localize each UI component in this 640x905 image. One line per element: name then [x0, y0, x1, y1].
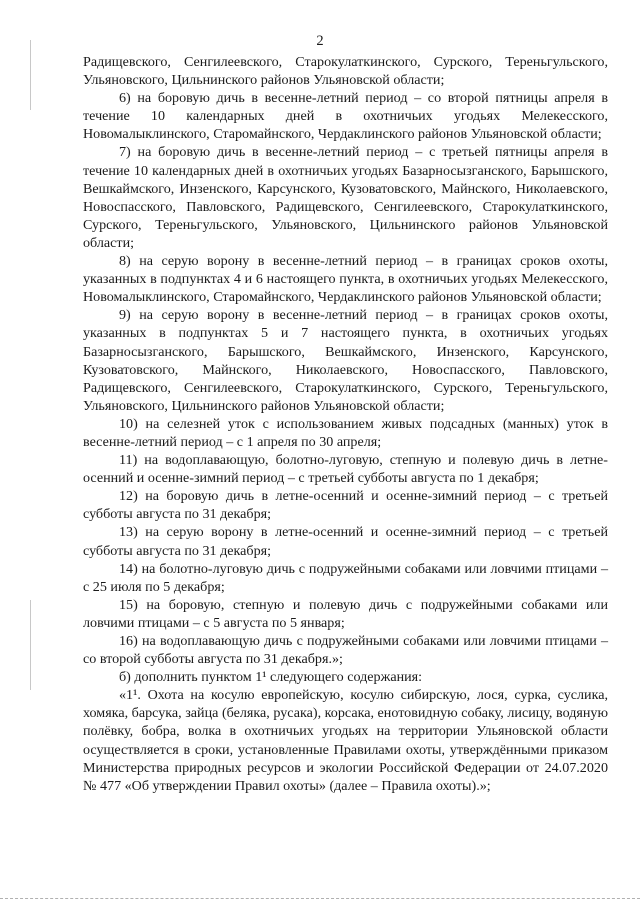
- paragraph: 13) на серую ворону в летне-осенний и осенне-зимний период – с третьей субботы августа по 31 декабря;: [83, 524, 608, 559]
- paragraph: 6) на боровую дичь в весенне-летний период – со второй пятницы апреля в течение 10 календарных дней в охотничьих угодьях Мелекесского, Новомалыклинского, Старомайнского, Чердаклинского районов Ульяновской области;: [83, 90, 608, 143]
- scan-margin-mark: [30, 40, 31, 110]
- paragraph: б) дополнить пунктом 1¹ следующего содержания:: [119, 669, 423, 686]
- paragraph: 11) на водоплавающую, болотно-луговую, степную и полевую дичь в летне-осенний и осенне-зимний период – с третьей субботы августа по 1 декабря;: [83, 452, 608, 487]
- page-bottom-edge: [0, 898, 640, 900]
- document-body: [83, 53, 608, 795]
- paragraph: «1¹. Охота на косулю европейскую, косулю сибирскую, лося, сурка, суслика, хомяка, барсука, зайца (беляка, русака), корсака, енотовидную собаку, лисицу, водяную полёвку, бобра, волка в охотничьих угодьях на территории Ульяновской области осуществляется в сроки, установленные Правилами охоты, утверждёнными приказом Министерства природных ресурсов и экологии Российской Федерации от 24.07.2020 № 477 «Об утверждении Правил охоты» (далее – Правила охоты).»;: [83, 687, 608, 794]
- paragraph: 14) на болотно-луговую дичь с подружейными собаками или ловчими птицами – с 25 июля по 5 декабря;: [83, 560, 608, 595]
- paragraph: 16) на водоплавающую дичь с подружейными собаками или ловчими птицами – со второй субботы августа по 31 декабря.»;: [83, 633, 608, 668]
- page-number: 2: [316, 33, 324, 49]
- paragraph: 15) на боровую, степную и полевую дичь с подружейными собаками или ловчими птицами – с 5 августа по 5 января;: [83, 596, 608, 631]
- paragraph: 8) на серую ворону в весенне-летний период – в границах сроков охоты, указанных в подпунктах 4 и 6 настоящего пункта, в охотничьих угодьях Мелекесского, Новомалыклинского, Старомайнского, Чердаклинского районов Ульяновской области;: [83, 253, 608, 306]
- paragraph: 10) на селезней уток с использованием живых подсадных (манных) уток в весенне-летний период – с 1 апреля по 30 апреля;: [83, 415, 608, 450]
- paragraph: 7) на боровую дичь в весенне-летний период – с третьей пятницы апреля в течение 10 календарных дней в охотничьих угодьях Базарносызганского, Барышского, Вешкаймского, Инзенского, Карсунского, Кузоватовского, Майнского, Николаевского, Новоспасского, Павловского, Радищевского, Сенгилеевского, Старокулаткинского, Сурского, Тереньгульского, Ульяновского, Цильнинского районов Ульяновской области;: [83, 144, 608, 251]
- paragraph: 9) на серую ворону в весенне-летний период – в границах сроков охоты, указанных в подпунктах 5 и 7 настоящего пункта, в охотничьих угодьях Базарносызганского, Барышского, Вешкаймского, Инзенского, Карсунского, Кузоватовского, Майнского, Николаевского, Новоспасского, Павловского, Радищевского, Сенгилеевского, Старокулаткинского, Сурского, Тереньгульского, Ульяновского, Цильнинского районов Ульяновской области;: [83, 307, 608, 414]
- paragraph: Радищевского, Сенгилеевского, Старокулаткинского, Сурского, Тереньгульского, Ульяновского, Цильнинского районов Ульяновской области;: [83, 54, 608, 89]
- scan-margin-mark: [30, 600, 31, 690]
- paragraph: 12) на боровую дичь в летне-осенний и осенне-зимний период – с третьей субботы августа по 31 декабря;: [83, 488, 608, 523]
